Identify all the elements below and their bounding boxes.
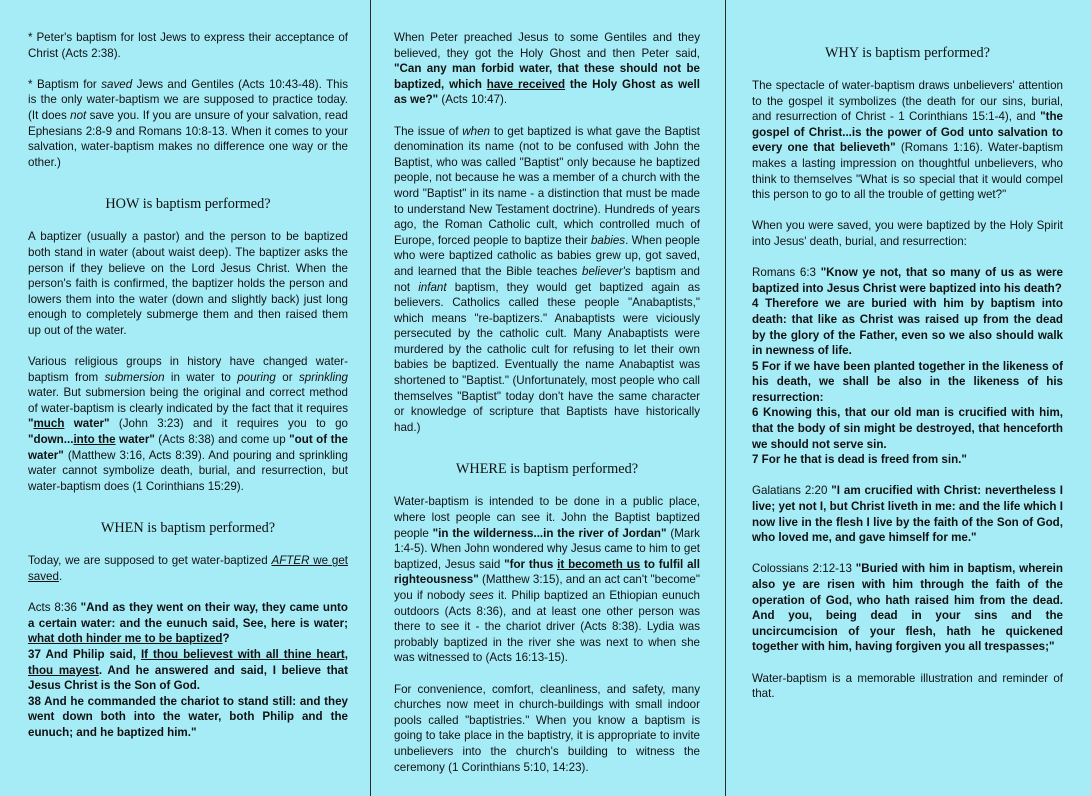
panel-middle bbox=[371, 0, 726, 796]
submersion-paragraph: Various religious groups in history have changed water-baptism from submersion in water to pouring or sprinkling water. But submersion being the original and correct method of water-baptism is clearly indicated by the fact that it requires "much water" (John 3:23) and it requires you to go "down...into the water" (Acts 8:38) and come up "out of the water" (Matthew 3:16, Acts 8:39). And pouring and sprinkling water cannot symbolize death, burial, and resurrection, but water-baptism does (1 Corinthians 15:29). bbox=[28, 355, 348, 493]
heading-when: WHEN is baptism performed? bbox=[100, 520, 276, 537]
acts-8-quote: Acts 8:36 "And as they went on their way, they came unto a certain water: and the eunuch said, See, here is water; what doth hinder me to be baptized? 37 And Philip said, If thou believest with all thine heart, thou mayest. And he answered and said, I believe that Jesus Christ is the Son of God. 38 And he commanded the chariot to stand still: and they went down both into the water, both Philip and the eunuch; and he baptized him." bbox=[28, 601, 348, 739]
heading-why: WHY is baptism performed? bbox=[824, 45, 991, 61]
heading-where: WHERE is baptism performed? bbox=[455, 461, 639, 478]
peter-gentiles-paragraph: When Peter preached Jesus to some Gentiles and they believed, they got the Holy Ghost and then Peter said, "Can any man forbid water, that these should not be baptized, which have received the Holy Ghost as well as we?" (Acts 10:47). bbox=[394, 31, 700, 107]
holy-spirit-paragraph: When you were saved, you were baptized by the Holy Spirit into Jesus' death, burial, and resurrection: bbox=[752, 219, 1063, 248]
panel-right bbox=[726, 0, 1091, 796]
public-place-paragraph: Water-baptism is intended to be done in a public place, where lost people can see it. John the Baptist baptized people "in the wilderness...in the river of Jordan" (Mark 1:4-5). When John wondered why Jesus came to him to get baptized, Jesus said "for thus it becometh us to fulfil all righteousness" (Matthew 3:15), and an act can't "become" you if nobody sees it. Philip baptized an Ethiopian eunuch outdoors (Acts 8:36), and at least one other person was there to see it - the chariot driver (Acts 8:38). Lydia was probably baptized in the river she was next to when she was witnessed to (Acts 16:13-15). bbox=[394, 495, 700, 665]
colossians-quote: Colossians 2:12-13 "Buried with him in baptism, wherein also ye are risen with him through the faith of the operation of God, who hath raised him from the dead. And you, being dead in your sins and the uncircumcision of your flesh, hath he quickened together with him, having forgiven you all trespasses;" bbox=[752, 562, 1063, 654]
peters-baptism-paragraph: * Peter's baptism for lost Jews to express their acceptance of Christ (Acts 2:38). bbox=[28, 31, 348, 60]
romans-6-quote: Romans 6:3 "Know ye not, that so many of us as were baptized into Jesus Christ were baptized into his death? 4 Therefore we are buried with him by baptism into death: that like as Christ was raised up from the dead by the glory of the Father, even so we also should walk in newness of life. 5 For if we have been planted together in the likeness of his death, we shall be also in the likeness of his resurrection: 6 Knowing this, that our old man is crucified with him, that the body of sin might be destroyed, that henceforth we should not serve sin. 7 For he that is dead is freed from sin." bbox=[752, 266, 1064, 467]
closing-paragraph: Water-baptism is a memorable illustration and reminder of that. bbox=[752, 671, 1063, 701]
how-procedure-paragraph: A baptizer (usually a pastor) and the person to be baptized both stand in water (about waist deep). The baptizer asks the person if they believe on the Lord Jesus Christ. When the person's faith is confirmed, the baptizer holds the person and lowers them into the water (down and slightly back) just long enough to completely submerge them and then raised them up out of the water. bbox=[28, 230, 348, 337]
spectacle-paragraph: The spectacle of water-baptism draws unbelievers' attention to the gospel it symbolizes (the death for our sins, burial, and resurrection of Christ - 1 Corinthians 15:1-4), and "the gospel of Christ...is the power of God unto salvation to every one that believeth" (Romans 1:16). Water-baptism makes a lasting impression on thoughtful unbelievers, who think to themselves "What is so special that it would compel this person to go to all the trouble of getting wet?" bbox=[752, 79, 1063, 202]
baptistries-paragraph: For convenience, comfort, cleanliness, and safety, many churches now meet in church-buildings with small indoor pools called "baptistries." When you know a baptism is going to take place in the baptistry, it is appropriate to invite unbelievers into the church's building to witness the ceremony (1 Corinthians 5:10, 14:23). bbox=[394, 682, 700, 774]
when-paragraph: Today, we are supposed to get water-baptized AFTER we get saved. bbox=[28, 554, 348, 584]
heading-how: HOW is baptism performed? bbox=[105, 196, 271, 213]
galatians-quote: Galatians 2:20 "I am crucified with Christ: nevertheless I live; yet not I, but Christ liveth in me: and the life which I now live in the flesh I live by the faith of the Son of God, who loved me, and gave himself for me." bbox=[752, 484, 1063, 545]
baptist-history-paragraph: The issue of when to get baptized is what gave the Baptist denomination its name (not to be confused with John the Baptist, who was called "Baptist" only because he baptized people, not because he was a member of a church with the word "Baptist" in its name - a distinction that must be made to understand New Testament doctrine). Hundreds of years ago, the Roman Catholic cult, which controlled much of Europe, forced people to baptize their babies. When people who were baptized catholic as babies grew up, got saved, and learned that the Bible teaches believer's baptism and not infant baptism, they would get baptized again as believers. Catholics called these people "Anabaptists," which means "re-baptizers." Anabaptists were viciously persecuted by the catholic cult. Many Anabaptists were murdered by the catholic cult for refusing to let their own babies be baptized. Eventually the name Anabaptist was shortened to "Baptist." (Unfortunately, most people who call themselves "Baptist" today don't have the same character or knowledge of scripture that Baptists have historically had.) bbox=[394, 124, 700, 434]
saved-baptism-paragraph: * Baptism for saved Jews and Gentiles (Acts 10:43-48). This is the only water-baptism we are supposed to practice today. (It does not save you. If you are unsure of your salvation, read Ephesians 2:8-9 and Romans 10:8-13. When it comes to your salvation, water-baptism makes no difference one way or the other.) bbox=[28, 77, 348, 169]
panel-left bbox=[0, 0, 371, 796]
